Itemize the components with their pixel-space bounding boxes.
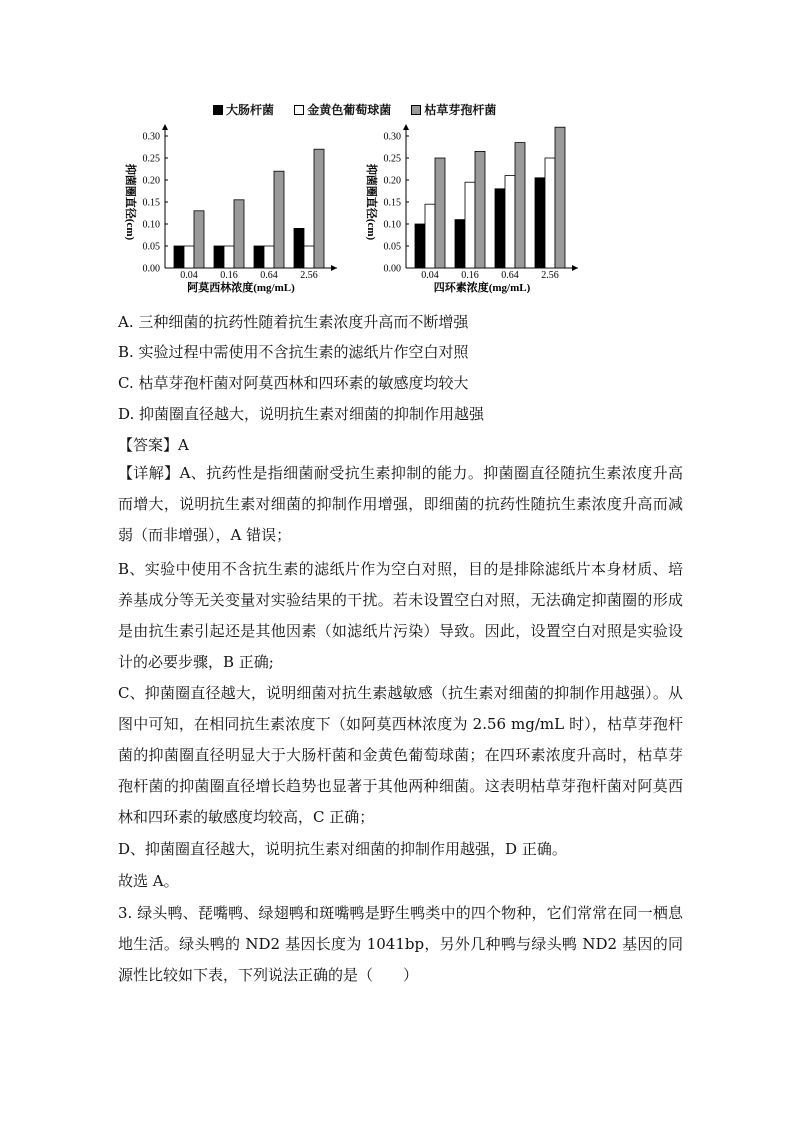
y-tick-label-0-1: 0.05	[142, 241, 160, 253]
x-tick-label-0-2: 0.64	[260, 270, 278, 281]
x-tick-label-0-3: 2.56	[300, 270, 318, 281]
bar-1-1-0	[455, 220, 465, 268]
explanation-c: C、抑菌圈直径越大，说明细菌对抗生素越敏感（抗生素对细菌的抑制作用越强）。从图中可知，在相同抗生素浓度下（如阿莫西林浓度为 2.56 mg/mL 时），枯草芽孢杆菌的抑菌圈直径明显大于大肠杆菌和金黄色葡萄球菌；在四环素浓度升高时，枯草芽孢杆菌的抑菌圈直径增长趋势也显著于其他两种细菌。这表明枯草芽孢杆菌对阿莫西林和四环素的敏感度均较高，C 正确；	[118, 684, 683, 826]
bar-1-0-1	[425, 204, 435, 268]
x-axis-arrow-1	[572, 265, 578, 271]
bar-0-0-2	[194, 211, 204, 268]
bar-0-3-0	[294, 228, 304, 268]
option-a: A. 三种细菌的抗药性随着抗生素浓度升高而不断增强	[118, 313, 469, 331]
y-tick-label-1-3: 0.15	[383, 197, 401, 209]
question-3: 3. 绿头鸭、琵嘴鸭、绿翅鸭和斑嘴鸭是野生鸭类中的四个物种，它们常常在同一栖息地生活。绿头鸭的 ND2 基因长度为 1041bp，另外几种鸭与绿头鸭 ND2 基因的同源性比较如下表，下列说法正确的是（ ）	[118, 904, 683, 984]
bar-0-1-1	[224, 246, 234, 268]
y-axis-arrow-0	[162, 124, 168, 130]
y-axis-label-0: 抑菌圈直径(cm)	[124, 163, 136, 241]
bar-charts-svg	[118, 96, 588, 300]
y-tick-label-0-5: 0.25	[142, 153, 160, 165]
option-b: B. 实验过程中需使用不含抗生素的滤纸片作空白对照	[118, 343, 469, 361]
bar-0-0-0	[174, 246, 184, 268]
x-tick-label-1-2: 0.64	[501, 270, 519, 281]
y-tick-label-1-6: 0.30	[383, 131, 401, 143]
bar-0-0-1	[184, 246, 194, 268]
bar-0-2-2	[274, 171, 284, 268]
bar-0-2-0	[254, 246, 264, 268]
y-tick-label-0-0: 0.00	[142, 263, 160, 275]
bar-0-1-0	[214, 246, 224, 268]
y-tick-label-1-0: 0.00	[383, 263, 401, 275]
bar-1-2-2	[515, 143, 525, 268]
y-tick-label-1-5: 0.25	[383, 153, 401, 165]
explanation-b: B、实验中使用不含抗生素的滤纸片作为空白对照，目的是排除滤纸片本身材质、培养基成分等无关变量对实验结果的干扰。若未设置空白对照，无法确定抑菌圈的形成是由抗生素引起还是其他因素（如滤纸片污染）导致。因此，设置空白对照是实验设计的必要步骤，B 正确;	[118, 560, 683, 671]
legend-label-0: 大肠杆菌	[226, 103, 275, 117]
bar-1-3-0	[535, 178, 545, 268]
bar-0-1-2	[234, 200, 244, 268]
legend-label-2: 枯草芽孢杆菌	[424, 103, 497, 117]
explanation-d: D、抑菌圈直径越大，说明抗生素对细菌的抑制作用越强，D 正确。	[118, 840, 567, 858]
y-axis-arrow-1	[403, 124, 409, 130]
x-axis-label-1: 四环素浓度(mg/mL)	[433, 282, 531, 294]
y-axis-label-1: 抑菌圈直径(cm)	[365, 163, 377, 241]
x-tick-label-0-0: 0.04	[180, 270, 198, 281]
x-axis-label-0: 阿莫西林浓度(mg/mL)	[187, 282, 295, 294]
x-tick-label-1-3: 2.56	[541, 270, 559, 281]
y-tick-label-1-4: 0.20	[383, 175, 401, 187]
bar-1-0-0	[415, 224, 425, 268]
bar-1-0-2	[435, 158, 445, 268]
option-c: C. 枯草芽孢杆菌对阿莫西林和四环素的敏感度均较大	[118, 374, 469, 392]
x-tick-label-1-0: 0.04	[421, 270, 439, 281]
bar-1-2-0	[495, 189, 505, 268]
bar-1-2-1	[505, 176, 515, 268]
x-tick-label-0-1: 0.16	[220, 270, 238, 281]
bar-0-3-2	[314, 149, 324, 268]
bar-1-1-2	[475, 151, 485, 268]
y-tick-label-0-6: 0.30	[142, 131, 160, 143]
bar-1-3-1	[545, 158, 555, 268]
option-d: D. 抑菌圈直径越大，说明抗生素对细菌的抑制作用越强	[118, 405, 485, 423]
bar-1-1-1	[465, 182, 475, 268]
bar-0-3-1	[304, 246, 314, 268]
y-tick-label-0-2: 0.10	[142, 219, 160, 231]
explanation-a: 【详解】A、抗药性是指细菌耐受抗生素抑制的能力。抑菌圈直径随抗生素浓度升高而增大，说明抗生素对细菌的抑制作用增强，即细菌的抗药性随抗生素浓度升高而减弱（而非增强），A 错误；	[118, 464, 683, 544]
bar-0-2-1	[264, 246, 274, 268]
legend-label-1: 金黄色葡萄球菌	[307, 103, 392, 117]
y-tick-label-0-3: 0.15	[142, 197, 160, 209]
y-tick-label-0-4: 0.20	[142, 175, 160, 187]
conclusion: 故选 A。	[118, 872, 179, 890]
y-tick-label-1-2: 0.10	[383, 219, 401, 231]
x-axis-arrow-0	[331, 265, 337, 271]
bar-chart-figure	[118, 96, 588, 300]
x-tick-label-1-1: 0.16	[461, 270, 479, 281]
y-tick-label-1-1: 0.05	[383, 241, 401, 253]
bar-1-3-2	[555, 127, 565, 268]
answer-line: 【答案】A	[118, 436, 189, 454]
